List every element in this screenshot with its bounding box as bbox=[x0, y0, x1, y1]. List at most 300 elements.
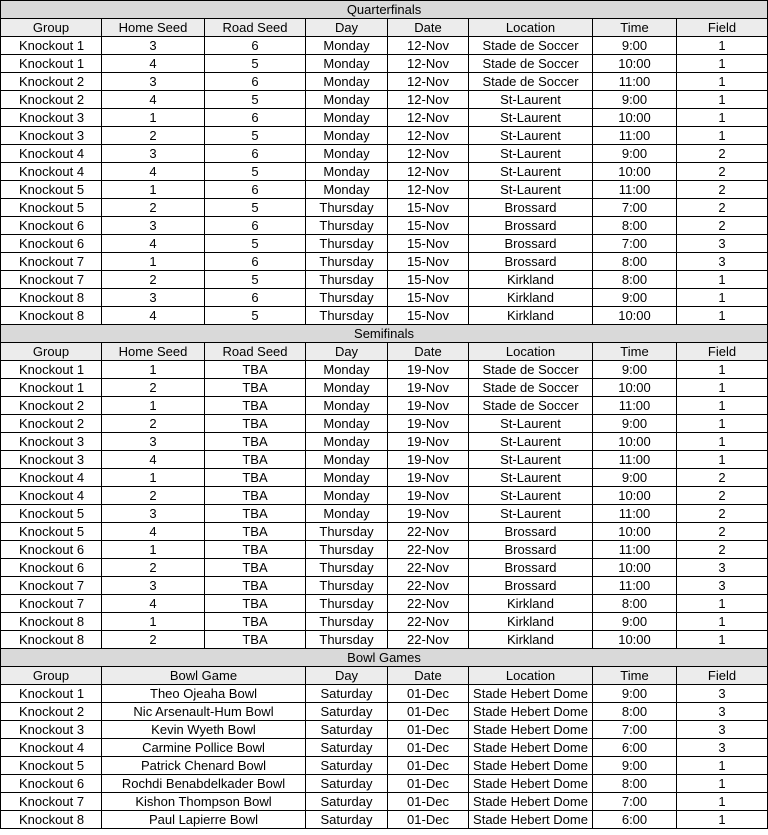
table-cell: 2 bbox=[102, 379, 205, 397]
table-cell: Knockout 6 bbox=[1, 217, 102, 235]
table-cell: Thursday bbox=[306, 523, 388, 541]
table-row bbox=[1, 361, 768, 379]
table-cell: Thursday bbox=[306, 541, 388, 559]
table-row bbox=[1, 127, 768, 145]
table-cell: Stade Hebert Dome bbox=[469, 739, 593, 757]
table-cell: 11:00 bbox=[593, 397, 677, 415]
table-cell: Saturday bbox=[306, 811, 388, 829]
table-row bbox=[1, 451, 768, 469]
table-cell: Stade de Soccer bbox=[469, 361, 593, 379]
table-cell: 10:00 bbox=[593, 487, 677, 505]
table-cell: Knockout 7 bbox=[1, 271, 102, 289]
table-cell: Stade Hebert Dome bbox=[469, 811, 593, 829]
table-cell: TBA bbox=[205, 397, 306, 415]
table-cell: Stade Hebert Dome bbox=[469, 757, 593, 775]
table-cell: 1 bbox=[677, 127, 768, 145]
table-cell: 8:00 bbox=[593, 253, 677, 271]
table-cell: 10:00 bbox=[593, 631, 677, 649]
table-cell: 6 bbox=[205, 217, 306, 235]
table-cell: Stade Hebert Dome bbox=[469, 703, 593, 721]
table-cell: Knockout 5 bbox=[1, 181, 102, 199]
table-row bbox=[1, 181, 768, 199]
table-row bbox=[1, 433, 768, 451]
table-cell: 10:00 bbox=[593, 379, 677, 397]
table-cell: Monday bbox=[306, 379, 388, 397]
table-cell: 2 bbox=[677, 469, 768, 487]
table-cell: 3 bbox=[102, 217, 205, 235]
table-cell: Thursday bbox=[306, 217, 388, 235]
table-cell: 01-Dec bbox=[388, 811, 469, 829]
table-cell: St-Laurent bbox=[469, 469, 593, 487]
table-cell: 2 bbox=[677, 163, 768, 181]
table-cell: Saturday bbox=[306, 721, 388, 739]
table-cell: 01-Dec bbox=[388, 757, 469, 775]
table-cell: Saturday bbox=[306, 703, 388, 721]
table-row bbox=[1, 631, 768, 649]
table-cell: 01-Dec bbox=[388, 721, 469, 739]
table-cell: St-Laurent bbox=[469, 415, 593, 433]
table-cell: TBA bbox=[205, 541, 306, 559]
table-cell: TBA bbox=[205, 433, 306, 451]
table-cell: Thursday bbox=[306, 289, 388, 307]
table-cell: Monday bbox=[306, 109, 388, 127]
table-cell: 11:00 bbox=[593, 505, 677, 523]
table-cell: Knockout 8 bbox=[1, 811, 102, 829]
table-cell: 19-Nov bbox=[388, 433, 469, 451]
semifinals-title: Semifinals bbox=[1, 325, 768, 343]
table-cell: 22-Nov bbox=[388, 541, 469, 559]
table-cell: 15-Nov bbox=[388, 217, 469, 235]
table-cell: 6 bbox=[205, 109, 306, 127]
table-cell: Thursday bbox=[306, 631, 388, 649]
table-cell: 1 bbox=[677, 55, 768, 73]
table-cell: 1 bbox=[677, 775, 768, 793]
table-cell: 1 bbox=[102, 181, 205, 199]
table-cell: Kirkland bbox=[469, 613, 593, 631]
table-cell: 1 bbox=[677, 397, 768, 415]
table-cell: TBA bbox=[205, 631, 306, 649]
table-cell: Stade de Soccer bbox=[469, 55, 593, 73]
table-cell: 01-Dec bbox=[388, 793, 469, 811]
table-cell: Saturday bbox=[306, 757, 388, 775]
table-cell: 9:00 bbox=[593, 37, 677, 55]
column-header: Field bbox=[677, 343, 768, 361]
column-header: Date bbox=[388, 19, 469, 37]
table-cell: Stade Hebert Dome bbox=[469, 775, 593, 793]
table-cell: Knockout 3 bbox=[1, 433, 102, 451]
table-cell: Monday bbox=[306, 487, 388, 505]
table-row bbox=[1, 55, 768, 73]
table-cell: 3 bbox=[102, 433, 205, 451]
table-cell: Monday bbox=[306, 361, 388, 379]
table-cell: 11:00 bbox=[593, 73, 677, 91]
table-cell: St-Laurent bbox=[469, 127, 593, 145]
bowl-games-header-row bbox=[1, 667, 768, 685]
table-cell: Brossard bbox=[469, 235, 593, 253]
table-cell: 4 bbox=[102, 451, 205, 469]
table-row bbox=[1, 487, 768, 505]
table-cell: Knockout 2 bbox=[1, 73, 102, 91]
table-cell: 19-Nov bbox=[388, 415, 469, 433]
table-cell: Patrick Chenard Bowl bbox=[102, 757, 306, 775]
table-cell: 3 bbox=[677, 577, 768, 595]
table-cell: 8:00 bbox=[593, 775, 677, 793]
table-cell: Knockout 7 bbox=[1, 577, 102, 595]
table-row bbox=[1, 289, 768, 307]
table-cell: Carmine Pollice Bowl bbox=[102, 739, 306, 757]
table-cell: Monday bbox=[306, 469, 388, 487]
table-cell: Monday bbox=[306, 37, 388, 55]
table-cell: Knockout 1 bbox=[1, 685, 102, 703]
table-cell: 1 bbox=[677, 415, 768, 433]
column-header: Date bbox=[388, 343, 469, 361]
table-cell: 9:00 bbox=[593, 685, 677, 703]
table-cell: 1 bbox=[677, 613, 768, 631]
table-cell: Monday bbox=[306, 163, 388, 181]
table-cell: Rochdi Benabdelkader Bowl bbox=[102, 775, 306, 793]
table-cell: 2 bbox=[677, 217, 768, 235]
table-cell: 2 bbox=[677, 181, 768, 199]
table-cell: 1 bbox=[677, 595, 768, 613]
table-cell: 7:00 bbox=[593, 199, 677, 217]
table-cell: Thursday bbox=[306, 235, 388, 253]
table-cell: 12-Nov bbox=[388, 145, 469, 163]
table-row bbox=[1, 685, 768, 703]
table-cell: TBA bbox=[205, 505, 306, 523]
table-cell: 1 bbox=[677, 109, 768, 127]
table-cell: Brossard bbox=[469, 217, 593, 235]
table-cell: 1 bbox=[677, 37, 768, 55]
column-header: Time bbox=[593, 667, 677, 685]
table-row bbox=[1, 595, 768, 613]
table-cell: Knockout 6 bbox=[1, 235, 102, 253]
table-cell: 5 bbox=[205, 307, 306, 325]
table-cell: 1 bbox=[102, 397, 205, 415]
column-header: Location bbox=[469, 667, 593, 685]
table-cell: 5 bbox=[205, 235, 306, 253]
table-cell: 7:00 bbox=[593, 721, 677, 739]
table-cell: 7:00 bbox=[593, 235, 677, 253]
table-row bbox=[1, 379, 768, 397]
table-cell: 1 bbox=[677, 271, 768, 289]
table-cell: 11:00 bbox=[593, 127, 677, 145]
table-cell: St-Laurent bbox=[469, 451, 593, 469]
table-cell: Knockout 3 bbox=[1, 451, 102, 469]
table-cell: 4 bbox=[102, 55, 205, 73]
table-cell: 15-Nov bbox=[388, 289, 469, 307]
table-row bbox=[1, 577, 768, 595]
table-cell: 2 bbox=[677, 505, 768, 523]
table-cell: Knockout 4 bbox=[1, 163, 102, 181]
table-cell: St-Laurent bbox=[469, 487, 593, 505]
table-cell: 3 bbox=[677, 721, 768, 739]
table-cell: Thursday bbox=[306, 271, 388, 289]
table-cell: 2 bbox=[102, 199, 205, 217]
table-cell: Monday bbox=[306, 451, 388, 469]
table-cell: Stade de Soccer bbox=[469, 397, 593, 415]
table-cell: 1 bbox=[677, 307, 768, 325]
table-cell: Knockout 4 bbox=[1, 487, 102, 505]
table-cell: Knockout 1 bbox=[1, 37, 102, 55]
table-cell: 2 bbox=[677, 523, 768, 541]
schedule-body bbox=[1, 1, 768, 829]
table-cell: St-Laurent bbox=[469, 505, 593, 523]
table-cell: 2 bbox=[102, 559, 205, 577]
table-cell: Knockout 4 bbox=[1, 145, 102, 163]
table-cell: 4 bbox=[102, 235, 205, 253]
table-row bbox=[1, 37, 768, 55]
table-cell: Kirkland bbox=[469, 307, 593, 325]
table-cell: 8:00 bbox=[593, 703, 677, 721]
table-cell: TBA bbox=[205, 379, 306, 397]
column-header: Time bbox=[593, 19, 677, 37]
bowl-games-title-row bbox=[1, 649, 768, 667]
table-cell: 19-Nov bbox=[388, 487, 469, 505]
table-cell: Kirkland bbox=[469, 595, 593, 613]
table-cell: Monday bbox=[306, 73, 388, 91]
table-cell: 4 bbox=[102, 163, 205, 181]
table-row bbox=[1, 415, 768, 433]
table-row bbox=[1, 811, 768, 829]
table-cell: Knockout 8 bbox=[1, 613, 102, 631]
table-cell: St-Laurent bbox=[469, 91, 593, 109]
table-cell: TBA bbox=[205, 559, 306, 577]
table-cell: Kirkland bbox=[469, 631, 593, 649]
quarterfinals-title-row bbox=[1, 1, 768, 19]
table-cell: Knockout 2 bbox=[1, 415, 102, 433]
table-cell: 19-Nov bbox=[388, 505, 469, 523]
table-cell: TBA bbox=[205, 487, 306, 505]
table-cell: Knockout 2 bbox=[1, 397, 102, 415]
table-cell: Stade Hebert Dome bbox=[469, 721, 593, 739]
table-cell: Thursday bbox=[306, 613, 388, 631]
table-cell: 19-Nov bbox=[388, 469, 469, 487]
table-cell: 01-Dec bbox=[388, 703, 469, 721]
table-cell: 12-Nov bbox=[388, 55, 469, 73]
table-cell: Knockout 6 bbox=[1, 559, 102, 577]
table-cell: Knockout 1 bbox=[1, 361, 102, 379]
table-row bbox=[1, 469, 768, 487]
table-cell: Saturday bbox=[306, 775, 388, 793]
table-row bbox=[1, 163, 768, 181]
table-cell: 3 bbox=[102, 73, 205, 91]
table-cell: Stade Hebert Dome bbox=[469, 793, 593, 811]
table-cell: 11:00 bbox=[593, 577, 677, 595]
table-cell: 6 bbox=[205, 181, 306, 199]
table-cell: 3 bbox=[102, 145, 205, 163]
table-row bbox=[1, 613, 768, 631]
table-cell: 9:00 bbox=[593, 289, 677, 307]
table-cell: 6 bbox=[205, 145, 306, 163]
table-cell: 8:00 bbox=[593, 217, 677, 235]
column-header: Date bbox=[388, 667, 469, 685]
table-cell: 6 bbox=[205, 253, 306, 271]
column-header: Group bbox=[1, 19, 102, 37]
table-cell: 15-Nov bbox=[388, 199, 469, 217]
table-cell: Brossard bbox=[469, 253, 593, 271]
table-row bbox=[1, 271, 768, 289]
column-header: Road Seed bbox=[205, 343, 306, 361]
table-cell: 12-Nov bbox=[388, 91, 469, 109]
table-cell: 1 bbox=[677, 451, 768, 469]
table-cell: 1 bbox=[677, 379, 768, 397]
table-cell: Brossard bbox=[469, 577, 593, 595]
table-cell: TBA bbox=[205, 523, 306, 541]
table-cell: 1 bbox=[102, 109, 205, 127]
table-cell: Brossard bbox=[469, 199, 593, 217]
table-cell: 9:00 bbox=[593, 757, 677, 775]
table-cell: 15-Nov bbox=[388, 271, 469, 289]
table-row bbox=[1, 739, 768, 757]
table-cell: Knockout 2 bbox=[1, 91, 102, 109]
table-cell: Knockout 1 bbox=[1, 379, 102, 397]
table-cell: 2 bbox=[677, 199, 768, 217]
table-cell: 1 bbox=[677, 811, 768, 829]
table-cell: TBA bbox=[205, 451, 306, 469]
column-header: Home Seed bbox=[102, 19, 205, 37]
table-cell: 12-Nov bbox=[388, 127, 469, 145]
table-cell: 9:00 bbox=[593, 415, 677, 433]
table-cell: Knockout 6 bbox=[1, 541, 102, 559]
table-cell: 1 bbox=[677, 73, 768, 91]
table-cell: Knockout 8 bbox=[1, 289, 102, 307]
table-cell: Knockout 3 bbox=[1, 109, 102, 127]
table-row bbox=[1, 775, 768, 793]
table-row bbox=[1, 523, 768, 541]
table-cell: Monday bbox=[306, 397, 388, 415]
table-cell: 1 bbox=[677, 289, 768, 307]
table-cell: TBA bbox=[205, 613, 306, 631]
table-cell: 2 bbox=[102, 271, 205, 289]
table-cell: 22-Nov bbox=[388, 523, 469, 541]
table-row bbox=[1, 109, 768, 127]
table-cell: 2 bbox=[677, 145, 768, 163]
column-header: Road Seed bbox=[205, 19, 306, 37]
table-cell: 9:00 bbox=[593, 91, 677, 109]
table-cell: Stade de Soccer bbox=[469, 73, 593, 91]
table-cell: Theo Ojeaha Bowl bbox=[102, 685, 306, 703]
table-cell: 3 bbox=[677, 559, 768, 577]
column-header: Group bbox=[1, 667, 102, 685]
table-cell: 2 bbox=[677, 541, 768, 559]
table-cell: 12-Nov bbox=[388, 37, 469, 55]
table-cell: 6:00 bbox=[593, 811, 677, 829]
table-cell: St-Laurent bbox=[469, 181, 593, 199]
column-header: Home Seed bbox=[102, 343, 205, 361]
table-cell: 1 bbox=[102, 469, 205, 487]
table-row bbox=[1, 307, 768, 325]
column-header: Field bbox=[677, 667, 768, 685]
table-cell: Knockout 7 bbox=[1, 793, 102, 811]
table-cell: TBA bbox=[205, 469, 306, 487]
table-row bbox=[1, 91, 768, 109]
table-cell: 6 bbox=[205, 73, 306, 91]
table-cell: Kishon Thompson Bowl bbox=[102, 793, 306, 811]
table-cell: 10:00 bbox=[593, 433, 677, 451]
table-cell: Thursday bbox=[306, 595, 388, 613]
table-row bbox=[1, 397, 768, 415]
table-row bbox=[1, 721, 768, 739]
table-cell: 12-Nov bbox=[388, 163, 469, 181]
table-cell: Thursday bbox=[306, 577, 388, 595]
table-cell: 12-Nov bbox=[388, 73, 469, 91]
table-row bbox=[1, 505, 768, 523]
table-cell: 1 bbox=[677, 361, 768, 379]
table-cell: Monday bbox=[306, 433, 388, 451]
table-cell: Stade de Soccer bbox=[469, 379, 593, 397]
table-cell: Monday bbox=[306, 145, 388, 163]
table-cell: 3 bbox=[677, 253, 768, 271]
table-cell: TBA bbox=[205, 415, 306, 433]
table-cell: 9:00 bbox=[593, 145, 677, 163]
table-cell: St-Laurent bbox=[469, 145, 593, 163]
column-header: Time bbox=[593, 343, 677, 361]
table-cell: TBA bbox=[205, 361, 306, 379]
table-cell: 01-Dec bbox=[388, 739, 469, 757]
table-cell: 1 bbox=[677, 757, 768, 775]
table-cell: 15-Nov bbox=[388, 235, 469, 253]
column-header: Group bbox=[1, 343, 102, 361]
table-cell: 4 bbox=[102, 91, 205, 109]
table-cell: 1 bbox=[102, 361, 205, 379]
table-cell: 10:00 bbox=[593, 163, 677, 181]
table-cell: Knockout 3 bbox=[1, 721, 102, 739]
table-cell: 1 bbox=[102, 613, 205, 631]
table-cell: 3 bbox=[102, 577, 205, 595]
table-cell: 10:00 bbox=[593, 55, 677, 73]
table-cell: 1 bbox=[102, 253, 205, 271]
column-header: Day bbox=[306, 343, 388, 361]
table-cell: Knockout 7 bbox=[1, 595, 102, 613]
table-cell: Knockout 7 bbox=[1, 253, 102, 271]
table-cell: Knockout 5 bbox=[1, 505, 102, 523]
column-header: Field bbox=[677, 19, 768, 37]
table-row bbox=[1, 793, 768, 811]
table-cell: 11:00 bbox=[593, 451, 677, 469]
table-cell: Thursday bbox=[306, 559, 388, 577]
quarterfinals-header-row bbox=[1, 19, 768, 37]
table-cell: Kevin Wyeth Bowl bbox=[102, 721, 306, 739]
table-cell: 1 bbox=[677, 793, 768, 811]
table-cell: TBA bbox=[205, 595, 306, 613]
semifinals-title-row bbox=[1, 325, 768, 343]
table-cell: Saturday bbox=[306, 685, 388, 703]
table-cell: Thursday bbox=[306, 307, 388, 325]
table-cell: 2 bbox=[102, 487, 205, 505]
table-cell: St-Laurent bbox=[469, 433, 593, 451]
table-cell: 3 bbox=[677, 685, 768, 703]
table-cell: 19-Nov bbox=[388, 451, 469, 469]
table-cell: 15-Nov bbox=[388, 253, 469, 271]
table-row bbox=[1, 199, 768, 217]
table-cell: 2 bbox=[677, 487, 768, 505]
table-cell: 2 bbox=[102, 415, 205, 433]
table-cell: 9:00 bbox=[593, 361, 677, 379]
table-cell: Nic Arsenault-Hum Bowl bbox=[102, 703, 306, 721]
table-cell: 6:00 bbox=[593, 739, 677, 757]
table-cell: Kirkland bbox=[469, 289, 593, 307]
table-cell: 15-Nov bbox=[388, 307, 469, 325]
table-cell: 9:00 bbox=[593, 613, 677, 631]
table-cell: 1 bbox=[677, 631, 768, 649]
column-header: Day bbox=[306, 19, 388, 37]
table-row bbox=[1, 145, 768, 163]
table-cell: 4 bbox=[102, 523, 205, 541]
table-cell: Knockout 4 bbox=[1, 739, 102, 757]
table-cell: 22-Nov bbox=[388, 559, 469, 577]
table-cell: Knockout 8 bbox=[1, 307, 102, 325]
table-cell: 3 bbox=[102, 289, 205, 307]
